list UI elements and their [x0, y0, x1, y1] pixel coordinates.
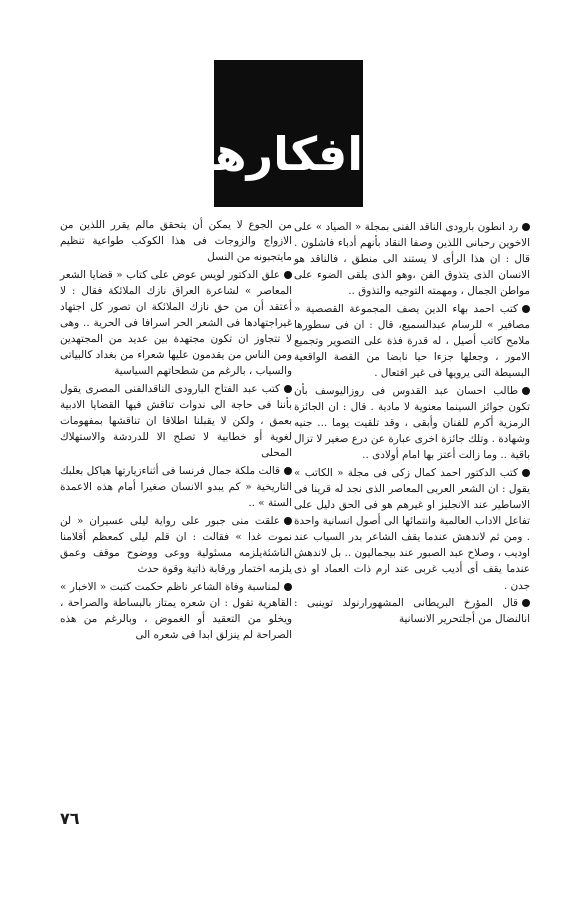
news-item — [60, 463, 292, 511]
news-item — [60, 267, 292, 380]
bullet-dot-icon — [522, 305, 530, 313]
news-item-text: طالب احسان عبد القدوس فى روزاليوسف بأن تكون جوائز السينما معنوية لا مادية . قال : ان الجائزة الرمزية أكرم للفنان وأبقى ، وقد تلقيت يوما ... جنيه وشهادة . وتلك جائزة اخرى عبارة عن درع صغير لا تزال باقية .. وما زالت أعتز بها امام أولادى .. — [294, 384, 530, 462]
news-item-text: لمناسبة وفاة الشاعر ناظم حكمت كتبت « الاخبار » القاهرية تقول : ان شعره يمتاز بالبساطة والصراحة ، ويخلو من التعقيد أو الغموض ، وبالرغم من هذه الصراحة لم ينزلق ابدا فى شعره الى — [60, 580, 292, 641]
news-item — [294, 301, 530, 381]
news-item-text: رد انطون بارودى الناقد الفنى بمجلة « الصياد » على الاخوين رحبانى اللذين وصفا النقاد بأنهم أدباء فاشلون . قال : ان هذا الرأى لا يستند الى منطق ، فالناقد هو الانسان الذى يتذوق الفن ،وهو الذى يلقى الضوء على مواطن الجمال ، ومهمته التوجيه والتذوق .. — [294, 221, 530, 298]
bullet-dot-icon — [522, 387, 530, 395]
news-item — [60, 513, 292, 577]
news-item-text: قالت ملكة جمال فرنسا فى أثناءزيارتها هياكل بعلبك التاريخية « كم يبدو الانسان صغيرا أمام هذه الاعمدة الستة » .. — [60, 464, 292, 510]
news-item-text: كتب عبد الفتاح البارودى الناقدالفنى المصرى يقول بأننا فى حاجة الى ندوات تناقش فيها القضايا الادبية بعمق ، ولكن لا يقبلنا اطلاقا ان تناقشها بمفهومات لغوية أو خطابية لا تصلح الا للدردشة والاستهلاك المحلى — [60, 382, 292, 460]
section-banner — [178, 60, 363, 207]
news-item-text: قال المؤرخ البريطانى المشهورارنولد توينبى : انالنضال من أجلتحرير الانسانية — [294, 597, 530, 626]
left-column — [60, 217, 292, 644]
section-title: افكارهم — [178, 127, 363, 181]
bullet-dot-icon — [284, 467, 292, 475]
news-item-text: من الجوع لا يمكن أن يتحقق مالم يقرر اللذين من الازواج والزوجات فى هذا الكوكب طواعية تنظيم مايتجبونه من النسل — [60, 219, 292, 264]
news-item — [60, 381, 292, 461]
bullet-dot-icon — [284, 517, 292, 525]
bullet-dot-icon — [284, 385, 292, 393]
news-item-text: كتب احمد بهاء الدين يصف المجموعة القصصية « مصافير » للرسام عبدالسميع، قال : ان فى سطورها ملامح كاتب أصيل ، له قدرة فذة على التصوير وتجميع الامور ، وجعلها جزءا حيا نابضا من القصة الواقعية البسيطة التى يرويها فى غير افتعال . — [294, 302, 530, 380]
bullet-dot-icon — [522, 223, 530, 231]
news-item — [294, 219, 530, 299]
news-item-continued — [60, 217, 292, 265]
bullet-dot-icon — [284, 271, 292, 279]
news-item-text: كتب الدكتور احمد كمال زكى فى مجلة « الكاتب » يقول : ان الشعر العربى المعاصر الذى نجد له قرينا فى الاساطير عند الانجليز او غيرهم هو فى الحق دليل على تفاعل الاداب العالمية وانتمائها الى أصول انسانية واحدة . ومن ثم لاندهش عندما يقف الشاعر بدر السياب عند اوديب ، وصلاح عبد الصبور عند بيجماليون .. بل لاندهش عندما يقف أى أديب غربى عند ارم ذات العماد او ذى جدن . — [294, 466, 530, 592]
news-item-text: علق الدكتور لويس عوض على كتاب « قضايا الشعر المعاصر » لشاعرة العراق نازك الملائكة فقال : لا أعتقد أن من حق نازك الملائكة ان تصور كل اجتهاد غيراجتهادها فى الشعر الحر اسرافا فى الحرية .. وهى لا تتجاوز ان تكون مجتهدة بين عديد من المجتهدين ومن الناس من يقدمون عليها شعراء من بغداد كالبياتى والسياب ، بالرغم من شطحاتهم السياسية — [60, 268, 292, 378]
news-item — [294, 595, 530, 627]
page-number: ٧٦ — [60, 809, 80, 828]
right-column — [294, 219, 530, 629]
bullet-dot-icon — [522, 469, 530, 477]
bullet-dot-icon — [522, 599, 530, 607]
news-item-text: علقت منى جبور على رواية ليلى عسيران « لن نموت غدا » فقالت : ان قلم ليلى كمعظم أقلامنا الناشئةيلزمه مسئولية ووعى ووضوح موقف وعمق يلزمه اختمار ورقابة ذاتية وقوة حدث — [60, 514, 292, 575]
news-item — [294, 383, 530, 463]
news-item — [60, 579, 292, 643]
bullet-dot-icon — [284, 583, 292, 591]
news-item — [294, 465, 530, 594]
